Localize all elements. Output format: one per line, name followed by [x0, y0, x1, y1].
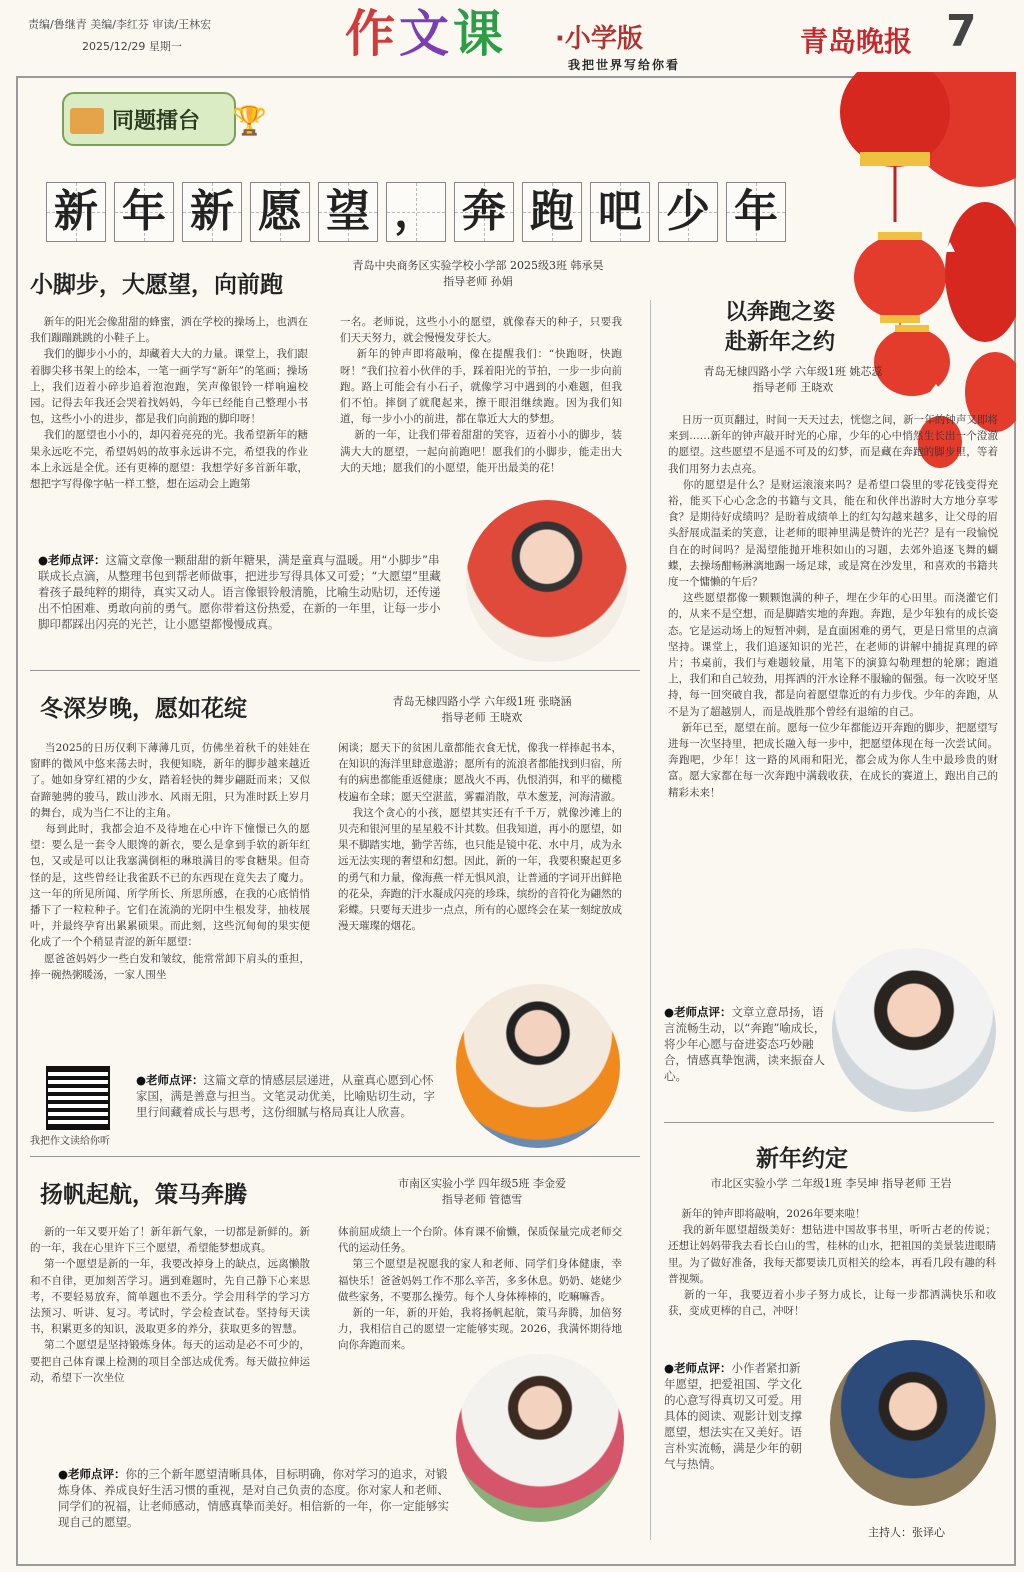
books-icon — [70, 108, 104, 134]
article-3-byline — [322, 1176, 642, 1208]
article-2-author: 青岛无棣四路小学 六年级1班 张晓涵 — [392, 695, 572, 708]
title-char: 愿 — [250, 182, 310, 242]
trophy-icon: 🏆 — [232, 104, 267, 137]
article-4-byline — [668, 364, 918, 396]
comment-label: ●老师点评： — [136, 1073, 204, 1087]
article-1-teacher: 指导老师 孙娟 — [443, 275, 513, 288]
article-3-body-left: 新的一年又要开始了！新年新气象，一切都是新鲜的。新的一年，我在心里许下三个愿望，希望能梦想成真。 第一个愿望是新的一年，我要改掉身上的缺点，远离懒散和不自律，更加刻苦学习。遇到难题时，先自己静下心来思考，不要轻易放弃，简单题也不丢分。学会用科学的学习方法预习、听讲、复习。考试时，学会检查试卷。坚持每天读书，积累更多的知识，汲取更多的养分，获取更多的智慧。 第二个愿望是坚持锻炼身体。每天的运动是必不可少的，要把自己体育课上检测的项目全部达成优秀。每天做拉伸运动，希望下一次坐位 — [30, 1226, 310, 1384]
title-char: 望 — [318, 182, 378, 242]
title-char: 跑 — [522, 182, 582, 242]
article-4-comment — [664, 1004, 826, 1108]
article-3-student-photo — [456, 1354, 624, 1522]
qr-caption: 我把作文读给你听 — [30, 1136, 110, 1147]
article-2-student-photo — [456, 984, 620, 1148]
divider — [30, 670, 640, 671]
masthead-char-1: 作 — [345, 5, 399, 63]
title-char: 年 — [114, 182, 174, 242]
slogan: 我把世界写给你看 — [568, 58, 681, 72]
title-char: 奔 — [454, 182, 514, 242]
qr-code-icon[interactable] — [46, 1066, 110, 1130]
article-1-comment — [38, 552, 446, 658]
article-3-teacher: 指导老师 管德雪 — [441, 1193, 523, 1206]
article-2-body-right: 闲谈；愿天下的贫困儿童都能衣食无忧，像我一样捧起书本，在知识的海洋里肆意遨游；愿所有的流浪者都能找到归宿，所有的病患都能重返健康；愿战火不再，仇恨消弭，和平的橄榄枝遍布全球；愿天空湛蓝，雾霾消散，草木葱茏，河海清澈。 我这个贪心的小孩，愿望其实还有千千万，就像沙滩上的贝壳和银河里的星星般不计其数。但我知道，再小的愿望，如果不脚踏实地，勤学苦练，也只能是镜中花、水中月，成为永远无法实现的奢望和幻想。因此，新的一年，我要积聚起更多的勇气和力量，像海燕一样无惧风浪，让普通的字词开出鲜艳的花朵，奔跑的汗水凝成闪亮的珍珠，缤纷的音符化为翩然的彩蝶。只要每天进步一点点，所有的心愿终会在某一刻绽放成漫天璀璨的烟花。 — [338, 742, 622, 933]
main-title — [46, 182, 794, 242]
article-4-title-line-1: 以奔跑之姿 — [724, 300, 835, 325]
article-2-body-left: 当2025的日历仅剩下薄薄几页，仿佛坐着秋千的娃娃在窗畔的微风中悠来荡去时，我便知晓，新年的脚步越来越近了。她如身穿红裙的少女，踏着轻快的舞步翩跹而来；又似奋蹄驰骋的骏马，跋山涉水、风雨无阻，只为准时跃上岁月的舞台，成为当仁不让的主角。 每到此时，我都会迫不及待地在心中许下憧憬已久的愿望：要么是一套令人眼馋的新衣，要么是拿到手软的新年红包，又或是可以让我塞满倒柜的琳琅满目的零食糖果。但奇怪的是，这些曾经让我雀跃不已的东西现在竟失去了魔力。这一年的所见所闻、所学所长、所思所感，在我的心底悄悄播下了一粒粒种子。它们在流淌的光阴中生根发芽，抽枝展叶，并最终孕育出累累硕果。而此刻，这些沉甸甸的果实便化成了一个个稍显青涩的新年愿望： 愿爸爸妈妈少一些白发和皱纹，能常常卸下肩头的重担，捧一碗热粥暖汤，一家人围坐 — [30, 742, 310, 981]
comment-text: 你的三个新年愿望清晰具体，目标明确，你对学习的追求，对锻炼身体、养成良好生活习惯的重视，是对自己负责的态度。你对家人和老师、同学们的祝福，让老师感动，情感真挚而美好。相信新的一年，你一定能够实现自己的愿望。 — [58, 1467, 449, 1529]
comment-label: ●老师点评： — [664, 1361, 732, 1375]
article-2-comment — [136, 1072, 436, 1146]
divider — [30, 1156, 640, 1157]
masthead-char-3: 课 — [453, 5, 507, 63]
article-1-title: 小脚步，大愿望，向前跑 — [30, 272, 283, 298]
comment-text: 小作者紧扣新年愿望，把爱祖国、学文化的心意写得真切又可爱。用具体的阅读、观影计划支撑愿望，想法实在又美好。语言朴实流畅，满是少年的朝气与热情。 — [664, 1361, 802, 1471]
article-1-byline — [318, 258, 638, 290]
article-5-body: 新年的钟声即将敲响，2026年要来啦！ 我的新年愿望超级美好：想钻进中国故事书里，听听古老的传说；还想让妈妈带我去看长白山的雪，桂林的山水，把祖国的美景装进眼睛里。为了做好准备，我每天都要读几页相关的绘本，再看几段有趣的科普视频。 新的一年，我要迈着小步子努力成长，让每一步都洒满快乐和收获，变成更棒的自己，冲呀！ — [668, 1208, 996, 1318]
divider — [664, 1122, 994, 1123]
article-4-student-photo — [832, 948, 996, 1112]
page-number: 7 — [946, 6, 977, 57]
article-3-author: 市南区实验小学 四年级5班 李金爱 — [398, 1177, 566, 1190]
title-char: ， — [386, 182, 446, 242]
edition-label: ·小学版 — [555, 24, 643, 54]
masthead-char-2: 文 — [399, 5, 453, 63]
article-5-byline: 市北区实验小学 二年级1班 李吴坤 指导老师 王岩 — [710, 1177, 952, 1190]
editors-line: 责编/鲁继青 美编/李红芬 审读/王林宏 — [28, 18, 212, 31]
article-1-body-left: 新年的阳光会像甜甜的蜂蜜，洒在学校的操场上，也洒在我们蹦蹦跳跳的小鞋子上。 我们的脚步小小的，却藏着大大的力量。课堂上，我们跟着脚尖移书架上的绘本，一笔一画学写“新年”的笔画；操场上，我们迈着小碎步追着泡泡跑，笑声像银铃一样响遍校园。记得去年我还会哭着找妈妈，今年已经能自己整理小书包，这些小小的进步，都是我们向前跑的脚印呀！ 我们的愿望也小小的，却闪着亮亮的光。我希望新年的糖果永远吃不完，希望妈妈的故事永远讲不完，希望我的作业本上永远是全优。还有更棒的愿望：我想学好多首新年歌，想把字写得像字帖一样工整，想在运动会上跑第 — [30, 316, 308, 491]
article-3-comment — [58, 1466, 452, 1538]
article-4-title-line-2: 赴新年之约 — [724, 330, 835, 355]
article-3-title: 扬帆起航，策马奔腾 — [40, 1182, 247, 1208]
article-1-body-right: 一名。老师说，这些小小的愿望，就像春天的种子，只要我们天天努力，就会慢慢发芽长大。 新年的钟声即将敲响，像在提醒我们：“快跑呀，快跑呀！”我们拉着小伙伴的手，踩着阳光的节拍，一步一步向前跑。路上可能会有小石子，就像学习中遇到的小难题，但我们不怕。摔倒了就爬起来，擦干眼泪继续跑。因为我们知道，每一步小小的前进，都在靠近大大的梦想。 新的一年，让我们带着甜甜的笑容，迈着小小的脚步，装满大大的愿望，一起向前跑吧！愿我们的小脚步，能走出大大的天地；愿我们的小愿望，能开出最美的花！ — [340, 316, 622, 474]
article-2-teacher: 指导老师 王晓欢 — [441, 711, 523, 724]
article-5-title: 新年约定 — [756, 1146, 848, 1172]
article-5-comment — [664, 1360, 802, 1500]
comment-text: 这篇文章像一颗甜甜的新年糖果，满是童真与温暖。用“小脚步”串联成长点滴，从整理书包到帮老师做事，把进步写得具体又可爱；“大愿望”里藏着孩子最纯粹的期待，真实又动人。语言像银铃般清脆，比喻生动贴切，还传递出不怕困难、勇敢向前的勇气。愿你带着这份热爱，在新的一年里，让每一步小脚印都踩出闪亮的光芒，让小愿望都慢慢成真。 — [38, 553, 441, 631]
masthead — [345, 4, 507, 64]
article-1-student-photo — [466, 500, 628, 662]
article-4-title — [700, 298, 860, 358]
article-4-body: 日历一页页翻过，时间一天天过去，恍惚之间，新一年的钟声又即将来到……新年的钟声敲开时光的心扉，少年的心中悄然生长出一个澄澈的愿望。这些愿望不是遥不可及的幻梦，而是藏在奔跑的脚步里，等着我们用努力去点亮。 你的愿望是什么？是财运滚滚来吗？是希望口袋里的零花钱变得充裕，能买下心心念念的书籍与文具，能在和伙伴出游时大方地分享零食？是期待好成绩吗？是盼着成绩单上的红勾勾越来越多，让父母的眉头舒展成温柔的笑意，让老师的眼神里满是赞许的光芒？是有一段愉悦自在的时间吗？是渴望能抛开堆积如山的习题，去郊外追逐飞舞的蝴蝶，去操场酣畅淋漓地踢一场足球，或是窝在沙发里，和喜欢的书籍共度一个慵懒的午后？ 这些愿望都像一颗颗饱满的种子，埋在少年的心田里。而浇灌它们的，从来不是空想，而是脚踏实地的奔跑。奔跑，是少年独有的成长姿态。它是运动场上的短暂冲刺，是直面困难的勇气，更是日常里的点滴坚持。课堂上，我们追逐知识的光芒，在老师的讲解中捕捉真理的碎片；书桌前，我们与难题较量，用笔下的演算勾勒理想的轮廓；跑道上，我们和自己较劲，用挥洒的汗水诠释不服输的倔强。每一次咬牙坚持，每一回突破自我，都是向着愿望靠近的有力步伐。少年的奔跑，从不是为了超越别人，而是战胜那个曾经有退缩的自己。 新年已至，愿望在前。愿每一位少年都能迈开奔跑的脚步，把愿望写进每一次坚持里，把成长融入每一步中，把愿望体现在每一次尝试间。奔跑吧，少年！这一路的风雨和阳光，都会成为你人生中最珍贵的财富。愿大家都在每一次奔跑中满载收获，在成长的赛道上，跑出自己的精彩未来！ — [668, 414, 998, 799]
column-tag — [62, 92, 236, 146]
title-char: 年 — [726, 182, 786, 242]
comment-label: ●老师点评： — [664, 1005, 732, 1019]
comment-label: ●老师点评： — [38, 553, 106, 567]
article-2-byline — [322, 694, 642, 726]
newspaper-name: 青岛晚报 — [800, 25, 913, 58]
comment-text: 文章立意昂扬，语言流畅生动，以“奔跑”喻成长，将少年心愿与奋进姿态巧妙融合，情感真挚饱满，读来振奋人心。 — [664, 1005, 826, 1083]
issue-date: 2025/12/29 星期一 — [82, 40, 182, 53]
title-char: 少 — [658, 182, 718, 242]
article-3-body-right: 体前屈成绩上一个台阶。体育课不偷懒，保质保量完成老师交代的运动任务。 第三个愿望是祝愿我的家人和老师、同学们身体健康，幸福快乐！爸爸妈妈工作不那么辛苦，多多休息。奶奶、姥姥少做些家务，不要那么操劳。每个人身体棒棒的，吃嘛嘛香。 新的一年，新的开始，我将扬帆起航，策马奔腾，加倍努力，我相信自己的愿望一定能够实现。2026，我满怀期待地向你奔跑而来。 — [338, 1226, 622, 1352]
title-char: 吧 — [590, 182, 650, 242]
article-5-student-photo — [830, 1340, 996, 1506]
title-char: 新 — [182, 182, 242, 242]
column-tag-label: 同题擂台 — [112, 109, 201, 134]
article-1-author: 青岛中央商务区实验学校小学部 2025级3班 韩承昊 — [352, 259, 604, 272]
column-divider — [650, 300, 651, 1540]
title-char: 新 — [46, 182, 106, 242]
comment-text: 这篇文章的情感层层递进，从童真心愿到心怀家国，满是善意与担当。文笔灵动优美，比喻贴切生动，字里行间藏着成长与思考，这份细腻与格局真让人欣喜。 — [136, 1073, 435, 1119]
article-4-author: 青岛无棣四路小学 六年级1班 姚芯蕊 — [703, 365, 883, 378]
article-2-title: 冬深岁晚，愿如花绽 — [40, 696, 247, 722]
host-credit: 主持人：张译心 — [868, 1526, 945, 1539]
comment-label: ●老师点评： — [58, 1467, 126, 1481]
article-4-teacher: 指导老师 王晓欢 — [752, 381, 834, 394]
